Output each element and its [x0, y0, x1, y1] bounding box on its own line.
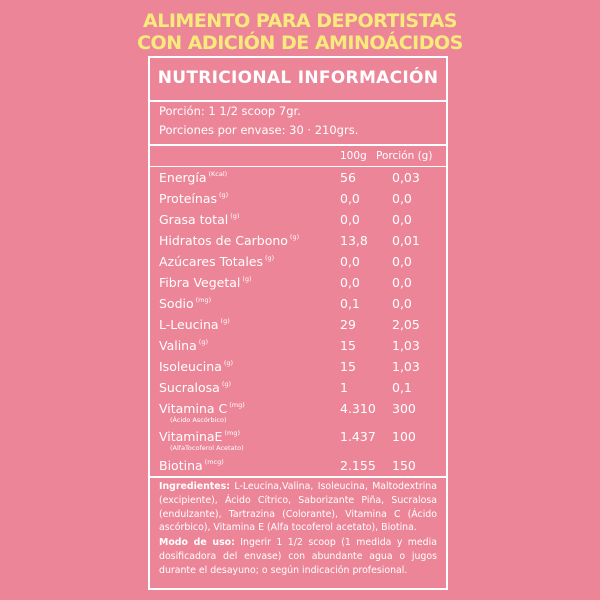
- nutrient-name: [159, 296, 211, 311]
- serving-divider: [150, 144, 446, 146]
- nutrient-subtitle: (AlfaTocoferol Acetato): [170, 444, 244, 452]
- value-per-100g: 0,1: [340, 296, 360, 311]
- nutrient-label: Isoleucina: [159, 359, 222, 374]
- nutrient-unit: (mcg): [204, 458, 224, 466]
- nutrient-label: Sodio: [159, 296, 194, 311]
- value-per-portion: 0,01: [392, 233, 420, 248]
- column-header-portion: Porción (g): [376, 150, 433, 162]
- value-per-portion: 1,03: [392, 338, 420, 353]
- nutrient-row: [150, 233, 446, 255]
- nutrient-unit: (g): [223, 359, 234, 367]
- nutrient-name: [159, 317, 230, 332]
- nutrient-unit: (g): [220, 317, 230, 325]
- nutrient-name: [159, 458, 224, 473]
- nutrient-label: L-Leucina: [159, 317, 219, 332]
- nutrient-subtitle: (Ácido Ascórbico): [170, 416, 227, 424]
- value-per-portion: 1,03: [392, 359, 420, 374]
- nutrient-unit: (mg): [195, 296, 212, 304]
- serving-size: Porción: 1 1/2 scoop 7gr.: [159, 104, 301, 118]
- ingredients-label: Ingredientes:: [159, 481, 230, 492]
- nutrient-row: [150, 275, 446, 297]
- value-per-100g: 0,0: [340, 254, 360, 269]
- value-per-100g: 4.310: [340, 401, 376, 416]
- nutrient-name: [159, 359, 233, 374]
- nutrient-unit: (g): [221, 380, 232, 388]
- value-per-portion: 150: [392, 458, 416, 473]
- nutrient-label: Proteínas: [159, 191, 217, 206]
- value-per-portion: 0,0: [392, 296, 412, 311]
- nutrient-unit: (Kcal): [208, 170, 228, 178]
- nutrient-row: [150, 191, 446, 213]
- nutrient-row: [150, 212, 446, 234]
- nutrient-name: [159, 380, 231, 395]
- title-divider: [150, 100, 446, 102]
- nutrient-row: [150, 380, 446, 402]
- nutrient-label: Fibra Vegetal: [159, 275, 241, 290]
- value-per-portion: 2,05: [392, 317, 420, 332]
- nutrient-label: Energía: [159, 170, 207, 185]
- value-per-100g: 29: [340, 317, 356, 332]
- product-heading: [0, 10, 600, 54]
- nutrient-label: Biotina: [159, 458, 203, 473]
- nutrient-name: [159, 401, 245, 416]
- nutrient-name: [159, 275, 252, 290]
- nutrient-label: VitaminaE: [159, 429, 223, 444]
- nutrient-label: Vitamina C: [159, 401, 228, 416]
- heading-line-1: ALIMENTO PARA DEPORTISTAS: [143, 10, 457, 32]
- usage-block: [159, 536, 437, 577]
- value-per-100g: 1.437: [340, 429, 376, 444]
- value-per-100g: 2.155: [340, 458, 376, 473]
- value-per-portion: 0,0: [392, 191, 412, 206]
- value-per-100g: 0,0: [340, 212, 360, 227]
- nutrition-facts-panel: [148, 56, 448, 590]
- ingredients-text: L-Leucina,Valina, Isoleucina, Maltodextrina (excipiente), Ácido Cítrico, Saborizante Piña, Sucralosa (endulzante), Tartrazina (Colorante), Vitamina C (Ácido ascórbico), Vitamina E (Alfa tocoferol acetato), Biotina.: [159, 481, 437, 534]
- nutrient-unit: (mg): [229, 401, 245, 409]
- nutrient-name: [159, 233, 299, 248]
- value-per-portion: 0,0: [392, 212, 412, 227]
- table-bottom-divider: [150, 476, 446, 478]
- value-per-100g: 0,0: [340, 275, 360, 290]
- nutrient-name: [159, 212, 239, 227]
- nutrient-unit: (g): [230, 212, 240, 220]
- value-per-portion: 0,0: [392, 275, 412, 290]
- nutrient-row: [150, 359, 446, 381]
- value-per-100g: 56: [340, 170, 356, 185]
- nutrient-unit: (g): [289, 233, 300, 241]
- nutrient-row: [150, 317, 446, 339]
- nutrient-name: [159, 170, 227, 185]
- ingredients-block: [159, 480, 437, 535]
- value-per-portion: 0,0: [392, 254, 412, 269]
- value-per-100g: 13,8: [340, 233, 368, 248]
- nutrient-label: Azúcares Totales: [159, 254, 264, 269]
- nutrient-name: [159, 191, 228, 206]
- servings-per-container: Porciones por envase: 30 · 210grs.: [159, 123, 359, 137]
- nutrient-name: [159, 338, 208, 353]
- nutrient-label: Grasa total: [159, 212, 229, 227]
- value-per-100g: 0,0: [340, 191, 360, 206]
- nutrient-unit: (g): [242, 275, 252, 283]
- nutrient-row: [150, 429, 446, 451]
- value-per-portion: 0,1: [392, 380, 412, 395]
- value-per-portion: 0,03: [392, 170, 420, 185]
- nutrient-row: [150, 296, 446, 318]
- value-per-portion: 100: [392, 429, 416, 444]
- nutrient-row: [150, 170, 446, 192]
- header-divider: [150, 166, 446, 167]
- nutrient-unit: (g): [198, 338, 208, 346]
- nutrient-row: [150, 338, 446, 360]
- nutrient-row: [150, 254, 446, 276]
- column-header-100g: 100g: [340, 150, 367, 162]
- value-per-100g: 15: [340, 338, 356, 353]
- nutrient-name: [159, 254, 274, 269]
- nutrient-name: [159, 429, 240, 444]
- nutrient-row: [150, 401, 446, 423]
- nutrient-unit: (mg): [224, 429, 240, 437]
- usage-label: Modo de uso:: [159, 537, 235, 548]
- heading-line-2: CON ADICIÓN DE AMINOÁCIDOS: [137, 32, 463, 54]
- usage-text: Ingerir 1 1/2 scoop (1 medida y media dosificadora del envase) con abundante agua o jugos durante el desayuno; o según indicación profesional.: [159, 537, 437, 576]
- value-per-100g: 1: [340, 380, 348, 395]
- value-per-100g: 15: [340, 359, 356, 374]
- nutrient-label: Hidratos de Carbono: [159, 233, 288, 248]
- nutrient-label: Sucralosa: [159, 380, 220, 395]
- nutrition-title: NUTRICIONAL INFORMACIÓN: [157, 68, 439, 88]
- nutrient-unit: (g): [265, 254, 275, 262]
- nutrient-unit: (g): [219, 191, 229, 199]
- value-per-portion: 300: [392, 401, 416, 416]
- nutrient-label: Valina: [159, 338, 197, 353]
